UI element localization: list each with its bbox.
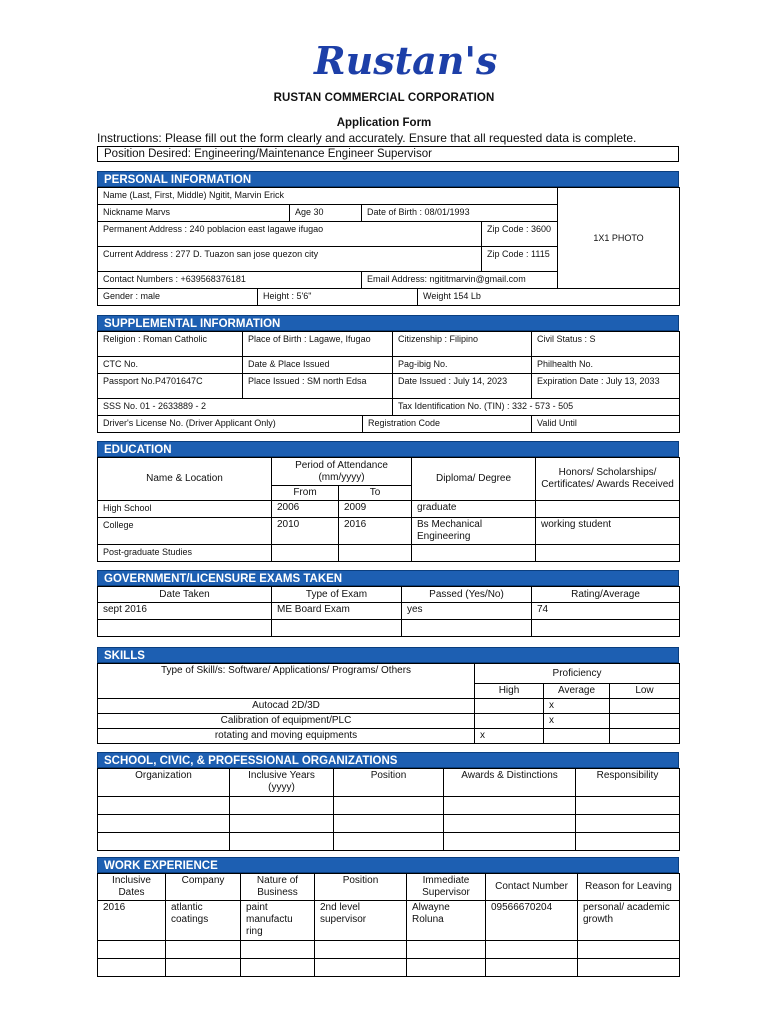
email-field[interactable]: Email Address: ngititmarvin@gmail.com — [362, 272, 558, 289]
work-reason[interactable]: personal/ academic growth — [578, 901, 680, 941]
col-passed: Passed (Yes/No) — [402, 587, 532, 603]
col-skill-type: Type of Skill/s: Software/ Applications/ Programs/ Others — [98, 664, 475, 699]
work-company[interactable]: atlantic coatings — [166, 901, 241, 941]
expiration-field[interactable]: Expiration Date : July 13, 2033 — [532, 374, 680, 399]
photo-box: 1X1 PHOTO — [558, 188, 680, 289]
col-awards: Awards & Distinctions — [444, 769, 576, 797]
skill-low[interactable] — [610, 729, 680, 744]
form-title: Application Form — [336, 117, 432, 129]
org-cell[interactable] — [576, 833, 680, 851]
current-address-field[interactable]: Current Address : 277 D. Tuazon san jose quezon city — [98, 247, 482, 272]
work-cell[interactable] — [315, 959, 407, 977]
edu-from[interactable] — [272, 545, 339, 562]
exam-type[interactable] — [272, 620, 402, 637]
work-cell[interactable] — [486, 959, 578, 977]
skills-table — [97, 663, 680, 744]
philhealth-field[interactable]: Philhealth No. — [532, 357, 680, 374]
age-field[interactable]: Age 30 — [290, 205, 362, 222]
org-cell[interactable] — [444, 815, 576, 833]
col-inclusive-years: Inclusive Years (yyyy) — [230, 769, 334, 797]
skill-name[interactable]: Calibration of equipment/PLC — [98, 714, 475, 729]
rustans-logo — [310, 36, 498, 86]
work-cell[interactable] — [315, 941, 407, 959]
skill-high[interactable] — [475, 699, 544, 714]
work-cell[interactable] — [98, 941, 166, 959]
org-cell[interactable] — [444, 833, 576, 851]
work-cell[interactable] — [98, 959, 166, 977]
ctc-field[interactable]: CTC No. — [98, 357, 243, 374]
education-heading: EDUCATION — [97, 441, 679, 457]
drivers-license-field[interactable]: Driver's License No. (Driver Applicant Only) — [98, 416, 363, 433]
col-organization: Organization — [98, 769, 230, 797]
col-position: Position — [315, 874, 407, 901]
passport-field[interactable]: Passport No.P4701647C — [98, 374, 243, 399]
skill-high[interactable]: x — [475, 729, 544, 744]
work-cell[interactable] — [241, 959, 315, 977]
sss-field[interactable]: SSS No. 01 - 2633889 - 2 — [98, 399, 393, 416]
registration-code-field[interactable]: Registration Code — [363, 416, 532, 433]
nickname-field[interactable]: Nickname Marvs — [98, 205, 290, 222]
org-cell[interactable] — [334, 797, 444, 815]
col-average: Average — [544, 684, 610, 699]
position-desired-field[interactable]: Position Desired: Engineering/Maintenance Engineer Supervisor — [97, 146, 679, 162]
skill-low[interactable] — [610, 699, 680, 714]
edu-diploma[interactable]: Bs Mechanical Engineering — [412, 518, 536, 545]
org-cell[interactable] — [334, 833, 444, 851]
work-cell[interactable] — [486, 941, 578, 959]
col-reason: Reason for Leaving — [578, 874, 680, 901]
exam-rating[interactable]: 74 — [532, 603, 680, 620]
citizenship-field[interactable]: Citizenship : Filipino — [393, 332, 532, 357]
col-type-exam: Type of Exam — [272, 587, 402, 603]
col-position: Position — [334, 769, 444, 797]
dob-field[interactable]: Date of Birth : 08/01/1993 — [362, 205, 558, 222]
permanent-address-field[interactable]: Permanent Address : 240 poblacion east lagawe ifugao — [98, 222, 482, 247]
supplemental-table-2 — [97, 398, 680, 416]
skill-high[interactable] — [475, 714, 544, 729]
col-inclusive-dates: Inclusive Dates — [98, 874, 166, 901]
edu-to[interactable] — [339, 545, 412, 562]
supplemental-information-heading: SUPPLEMENTAL INFORMATION — [97, 315, 679, 331]
exam-rating[interactable] — [532, 620, 680, 637]
col-supervisor: Immediate Supervisor — [407, 874, 486, 901]
col-contact: Contact Number — [486, 874, 578, 901]
current-zip-field[interactable]: Zip Code : 1115 — [482, 247, 558, 272]
date-issued-field[interactable]: Date Issued : July 14, 2023 — [393, 374, 532, 399]
exams-table — [97, 586, 680, 637]
col-diploma: Diploma/ Degree — [412, 458, 536, 501]
edu-level: High School — [98, 501, 272, 518]
skill-low[interactable] — [610, 714, 680, 729]
permanent-zip-field[interactable]: Zip Code : 3600 — [482, 222, 558, 247]
edu-diploma[interactable]: graduate — [412, 501, 536, 518]
org-cell[interactable] — [576, 815, 680, 833]
edu-from[interactable]: 2010 — [272, 518, 339, 545]
organizations-table — [97, 768, 680, 851]
edu-honors[interactable] — [536, 501, 680, 518]
supplemental-table — [97, 331, 680, 399]
col-period: Period of Attendance (mm/yyyy) — [272, 458, 412, 486]
weight-field[interactable]: Weight 154 Lb — [418, 289, 680, 306]
skill-average[interactable]: x — [544, 699, 610, 714]
instructions: Instructions: Please fill out the form clearly and accurately. Ensure that all requested data is complete. — [97, 131, 637, 145]
edu-honors[interactable] — [536, 545, 680, 562]
logo-wordmark: Rustan's — [314, 38, 498, 83]
personal-information-heading: PERSONAL INFORMATION — [97, 171, 679, 187]
edu-to[interactable]: 2016 — [339, 518, 412, 545]
education-section — [97, 441, 679, 562]
work-nature[interactable]: paint manufactu ring — [241, 901, 315, 941]
org-cell[interactable] — [230, 833, 334, 851]
work-experience-heading: WORK EXPERIENCE — [97, 857, 679, 873]
name-field[interactable]: Name (Last, First, Middle) Ngitit, Marvin Erick — [98, 188, 558, 205]
work-experience-section — [97, 857, 679, 977]
edu-honors[interactable]: working student — [536, 518, 680, 545]
supplemental-information-section — [97, 315, 679, 433]
personal-information-table-2 — [97, 288, 680, 306]
exam-type[interactable]: ME Board Exam — [272, 603, 402, 620]
date-place-issued-field[interactable]: Date & Place Issued — [243, 357, 393, 374]
col-responsibility: Responsibility — [576, 769, 680, 797]
org-cell[interactable] — [98, 815, 230, 833]
tin-field[interactable]: Tax Identification No. (TIN) : 332 - 573 - 505 — [393, 399, 680, 416]
org-cell[interactable] — [444, 797, 576, 815]
col-from: From — [272, 486, 339, 501]
edu-to[interactable]: 2009 — [339, 501, 412, 518]
col-nature: Nature of Business — [241, 874, 315, 901]
exam-date[interactable]: sept 2016 — [98, 603, 272, 620]
skill-name[interactable]: rotating and moving equipments — [98, 729, 475, 744]
exams-section — [97, 570, 679, 637]
work-contact[interactable]: 09566670204 — [486, 901, 578, 941]
exams-heading: GOVERNMENT/LICENSURE EXAMS TAKEN — [97, 570, 679, 586]
place-issued-field[interactable]: Place Issued : SM north Edsa — [243, 374, 393, 399]
org-cell[interactable] — [98, 797, 230, 815]
org-cell[interactable] — [230, 815, 334, 833]
col-honors: Honors/ Scholarships/ Certificates/ Awards Received — [536, 458, 680, 501]
pagibig-field[interactable]: Pag-ibig No. — [393, 357, 532, 374]
religion-field[interactable]: Religion : Roman Catholic — [98, 332, 243, 357]
org-cell[interactable] — [576, 797, 680, 815]
org-cell[interactable] — [334, 815, 444, 833]
skills-heading: SKILLS — [97, 647, 679, 663]
col-proficiency: Proficiency — [475, 664, 680, 684]
gender-field[interactable]: Gender : male — [98, 289, 258, 306]
height-field[interactable]: Height : 5'6" — [258, 289, 418, 306]
work-cell[interactable] — [407, 941, 486, 959]
work-cell[interactable] — [578, 959, 680, 977]
edu-level: Post-graduate Studies — [98, 545, 272, 562]
col-low: Low — [610, 684, 680, 699]
company-name: RUSTAN COMMERCIAL CORPORATION — [273, 92, 495, 104]
contact-number-field[interactable]: Contact Numbers : +639568376181 — [98, 272, 362, 289]
organizations-heading: SCHOOL, CIVIC, & PROFESSIONAL ORGANIZATIONS — [97, 752, 679, 768]
org-cell[interactable] — [98, 833, 230, 851]
work-position[interactable]: 2nd level supervisor — [315, 901, 407, 941]
skills-section — [97, 647, 679, 744]
work-dates[interactable]: 2016 — [98, 901, 166, 941]
org-cell[interactable] — [230, 797, 334, 815]
education-table — [97, 457, 680, 562]
organizations-section — [97, 752, 679, 851]
work-cell[interactable] — [578, 941, 680, 959]
skill-name[interactable]: Autocad 2D/3D — [98, 699, 475, 714]
work-cell[interactable] — [166, 959, 241, 977]
work-cell[interactable] — [241, 941, 315, 959]
place-of-birth-field[interactable]: Place of Birth : Lagawe, Ifugao — [243, 332, 393, 357]
work-cell[interactable] — [407, 959, 486, 977]
exam-date[interactable] — [98, 620, 272, 637]
work-supervisor[interactable]: Alwayne Roluna — [407, 901, 486, 941]
work-cell[interactable] — [166, 941, 241, 959]
civil-status-field[interactable]: Civil Status : S — [532, 332, 680, 357]
exam-passed[interactable]: yes — [402, 603, 532, 620]
edu-diploma[interactable] — [412, 545, 536, 562]
personal-information-section — [97, 171, 679, 306]
col-company: Company — [166, 874, 241, 901]
valid-until-field[interactable]: Valid Until — [532, 416, 680, 433]
col-rating: Rating/Average — [532, 587, 680, 603]
col-date-taken: Date Taken — [98, 587, 272, 603]
col-to: To — [339, 486, 412, 501]
edu-from[interactable]: 2006 — [272, 501, 339, 518]
skill-average[interactable]: x — [544, 714, 610, 729]
work-experience-table — [97, 873, 680, 977]
edu-level: College — [98, 518, 272, 545]
col-high: High — [475, 684, 544, 699]
supplemental-table-3 — [97, 415, 680, 433]
personal-information-table — [97, 187, 680, 289]
exam-passed[interactable] — [402, 620, 532, 637]
skill-average[interactable] — [544, 729, 610, 744]
col-name-location: Name & Location — [98, 458, 272, 501]
